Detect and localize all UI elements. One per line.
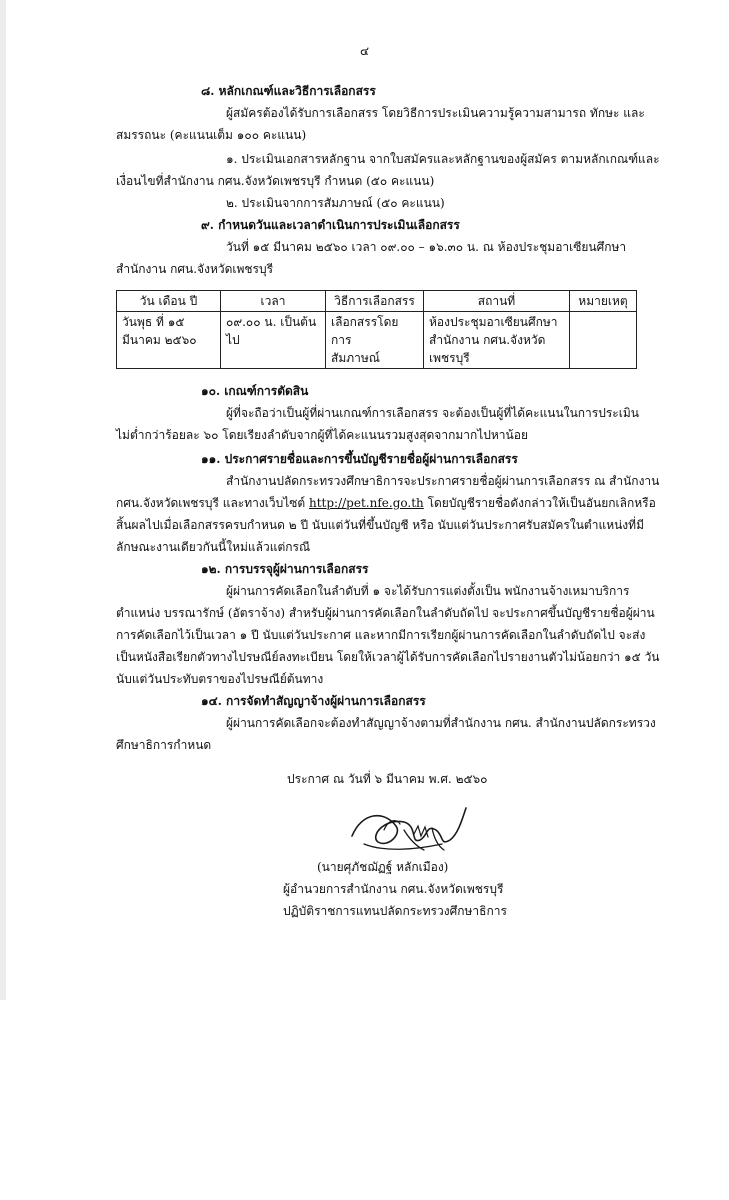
section-11-line: ลักษณะงานเดียวกันนี้ใหม่แล้วแต่กรณี xyxy=(116,540,311,554)
section-8-heading: ๘. หลักเกณฑ์และวิธีการเลือกสรร xyxy=(201,84,376,98)
section-12-line: ผู้ผ่านการคัดเลือกในลำดับที่ ๑ จะได้รับการแต่งตั้งเป็น พนักงานจ้างเหมาบริการ xyxy=(226,584,630,598)
section-9-line: วันที่ ๑๕ มีนาคม ๒๕๖๐ เวลา ๐๙.๐๐ – ๑๖.๓๐ น. ณ ห้องประชุมอาเซียนศึกษา xyxy=(226,240,627,254)
section-8-line: สมรรถนะ (คะแนนเต็ม ๑๐๐ คะแนน) xyxy=(116,128,307,142)
cell-date xyxy=(117,312,221,369)
signer-name: (นายศุภัชฌัฏฐ์ หลักเมือง) xyxy=(317,860,449,874)
cell-line: วันพุธ ที่ ๑๕ xyxy=(122,315,185,329)
section-8-item-cont: เงื่อนไขที่สำนักงาน กศน.จังหวัดเพชรบุรี กำหนด (๕๐ คะแนน) xyxy=(116,174,435,188)
section-11-text: โดยบัญชีรายชื่อดังกล่าวให้เป็นอันยกเลิกหรือ xyxy=(423,496,656,510)
column-header-date: วัน เดือน ปี xyxy=(117,291,221,312)
section-10-line: ไม่ต่ำกว่าร้อยละ ๖๐ โดยเรียงลำดับจากผู้ที่ได้คะแนนรวมสูงสุดจากมากไปหาน้อย xyxy=(116,428,528,442)
column-header-note: หมายเหตุ xyxy=(570,291,637,312)
cell-line: มีนาคม ๒๕๖๐ xyxy=(122,333,197,347)
section-14-line: ศึกษาธิการกำหนด xyxy=(116,738,212,752)
announcement-date: ประกาศ ณ วันที่ ๖ มีนาคม พ.ศ. ๒๕๖๐ xyxy=(287,772,488,786)
signer-title: ผู้อำนวยการสำนักงาน กศน.จังหวัดเพชรบุรี xyxy=(283,882,504,896)
section-12-heading: ๑๒. การบรรจุผู้ผ่านการเลือกสรร xyxy=(201,562,369,576)
section-10-line: ผู้ที่จะถือว่าเป็นผู้ที่ผ่านเกณฑ์การเลือกสรร จะต้องเป็นผู้ที่ได้คะแนนในการประเมิน xyxy=(226,406,639,420)
website-link[interactable]: http://pet.nfe.go.th xyxy=(309,496,424,510)
page-number: ๔ xyxy=(360,44,370,58)
section-12-line: การคัดเลือกไว้เป็นเวลา ๑ ปี นับแต่วันประกาศ และหากมีการเรียกผู้ผ่านการคัดเลือกในลำดับถัดไป จะส่ง xyxy=(116,628,646,642)
cell-line: สำนักงาน กศน.จังหวัด xyxy=(429,333,546,347)
section-9-heading: ๙. กำหนดวันและเวลาดำเนินการประเมินเลือกสรร xyxy=(201,218,460,232)
section-11-heading: ๑๑. ประกาศรายชื่อและการขึ้นบัญชีรายชื่อผู้ผ่านการเลือกสรร xyxy=(201,452,518,466)
cell-place xyxy=(424,312,570,369)
section-11-line xyxy=(116,494,656,513)
cell-line: ๐๙.๐๐ น. เป็นต้นไป xyxy=(226,315,317,347)
signature-image xyxy=(344,800,474,858)
cell-note xyxy=(570,312,637,369)
cell-method xyxy=(326,312,424,369)
table-header-row xyxy=(117,291,637,312)
cell-time xyxy=(221,312,326,369)
signer-acting: ปฏิบัติราชการแทนปลัดกระทรวงศึกษาธิการ xyxy=(283,904,507,918)
section-11-line: สิ้นผลไปเมื่อเลือกสรรครบกำหนด ๒ ปี นับแต่วันที่ขึ้นบัญชี หรือ นับแต่วันประกาศรับสมัครในตำแหน่งที่มี xyxy=(116,518,644,532)
cell-line: สัมภาษณ์ xyxy=(331,351,380,365)
section-12-line: ตำแหน่ง บรรณารักษ์ (อัตราจ้าง) สำหรับผู้ผ่านการคัดเลือกในลำดับถัดไป จะประกาศขึ้นบัญชีรายชื่อผู้ผ่าน xyxy=(116,606,655,620)
section-8-line: ผู้สมัครต้องได้รับการเลือกสรร โดยวิธีการประเมินความรู้ความสามารถ ทักษะ และ xyxy=(226,106,645,120)
section-14-line: ผู้ผ่านการคัดเลือกจะต้องทำสัญญาจ้างตามที่สำนักงาน กศน. สำนักงานปลัดกระทรวง xyxy=(226,716,656,730)
column-header-method: วิธีการเลือกสรร xyxy=(326,291,424,312)
section-10-heading: ๑๐. เกณฑ์การตัดสิน xyxy=(201,384,309,398)
section-8-item: ๒. ประเมินจากการสัมภาษณ์ (๕๐ คะแนน) xyxy=(226,196,445,210)
section-8-item: ๑. ประเมินเอกสารหลักฐาน จากใบสมัครและหลักฐานของผู้สมัคร ตามหลักเกณฑ์และ xyxy=(226,152,660,166)
cell-line: ห้องประชุมอาเซียนศึกษา xyxy=(429,315,558,329)
section-12-line: นับแต่วันประทับตราของไปรษณีย์ต้นทาง xyxy=(116,672,324,686)
schedule-table xyxy=(116,290,637,369)
section-12-line: เป็นหนังสือเรียกตัวทางไปรษณีย์ลงทะเบียน โดยให้เวลาผู้ได้รับการคัดเลือกไปรายงานตัวไม่น้อยกว่า ๑๕ วัน xyxy=(116,650,660,664)
section-11-line: สำนักงานปลัดกระทรวงศึกษาธิการจะประกาศรายชื่อผู้ผ่านการเลือกสรร ณ สำนักงาน xyxy=(226,474,660,488)
table-row xyxy=(117,312,637,369)
column-header-time: เวลา xyxy=(221,291,326,312)
section-11-text: กศน.จังหวัดเพชรบุรี และทางเว็บไซต์ xyxy=(116,496,309,510)
column-header-place: สถานที่ xyxy=(424,291,570,312)
scan-edge-shadow xyxy=(0,0,6,1000)
cell-line: เลือกสรรโดยการ xyxy=(331,315,399,347)
section-14-heading: ๑๔. การจัดทำสัญญาจ้างผู้ผ่านการเลือกสรร xyxy=(201,694,426,708)
cell-line: เพชรบุรี xyxy=(429,351,470,365)
section-9-line: สำนักงาน กศน.จังหวัดเพชรบุรี xyxy=(116,262,274,276)
